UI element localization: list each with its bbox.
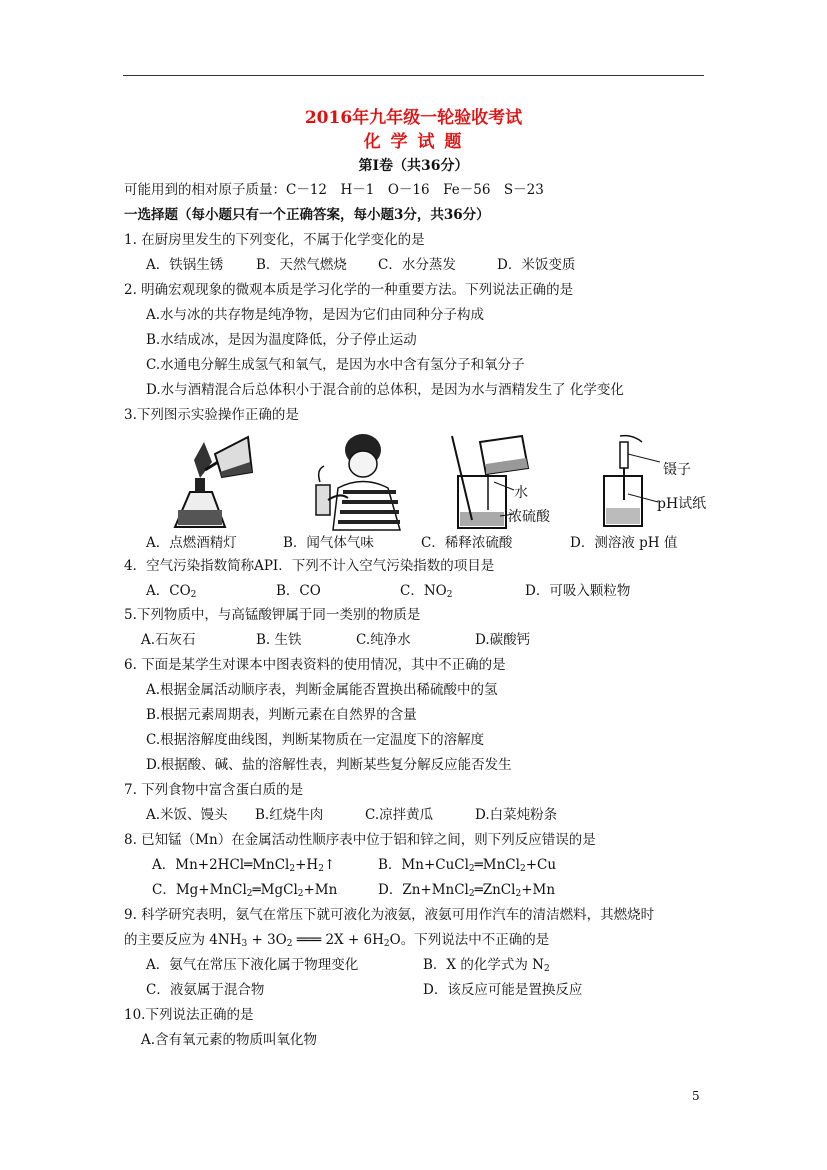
q1-option-d: D．米饭变质 — [497, 257, 576, 273]
q8-option-d: D．Zn+MnCl$_2$═ZnCl$_2$+Mn — [378, 882, 556, 899]
q6-option-d: D.根据酸、碱、盐的溶解性表，判断某些复分解反应能否发生 — [146, 757, 512, 773]
q5-option-b: B. 生铁 — [256, 632, 302, 648]
label-ph-paper: pH试纸 — [657, 496, 707, 512]
q2-option-d: D.水与酒精混合后总体积小于混合前的总体积，是因为水与酒精发生了 化学变化 — [146, 382, 624, 398]
q9-option-d: D．该反应可能是置换反应 — [423, 982, 583, 998]
q8-stem: 8. 已知锰（Mn）在金属活动性顺序表中位于铝和锌之间，则下列反应错误的是 — [124, 832, 596, 848]
q5-option-c: C.纯净水 — [356, 632, 411, 648]
q8-option-b: B．Mn+CuCl$_2$═MnCl$_2$+Cu — [378, 857, 557, 874]
label-water: 水 — [514, 485, 528, 501]
q5-option-a: A.石灰石 — [141, 632, 196, 648]
lab-figure-ph — [598, 434, 668, 530]
label-conc-acid: 浓硫酸 — [508, 509, 550, 525]
page-number: 5 — [692, 1089, 700, 1103]
q2-option-a: A.水与冰的共存物是纯净物，是因为它们由同种分子构成 — [146, 307, 485, 323]
q4-option-b: B．CO — [276, 583, 321, 599]
q3-option-b: B．闻气体气味 — [283, 535, 374, 551]
q1-option-b: B．天然气燃烧 — [256, 257, 347, 273]
q6-stem: 6. 下面是某学生对课本中图表资料的使用情况，其中不正确的是 — [124, 657, 506, 673]
q2-option-c: C.水通电分解生成氢气和氧气，是因为水中含有氢分子和氧分子 — [146, 357, 525, 373]
q7-option-b: B.红烧牛肉 — [255, 807, 324, 823]
exam-subtitle: 化 学 试 题 — [363, 132, 464, 152]
header-rule — [123, 75, 704, 76]
q6-option-a: A.根据金属活动顺序表，判断金属能否置换出稀硫酸中的氢 — [146, 682, 498, 698]
q4-option-a: A．$CO_2$ — [146, 583, 197, 600]
section-label: 第Ⅰ卷（共36分） — [358, 158, 469, 174]
q7-option-c: C.凉拌黄瓜 — [365, 807, 434, 823]
q1-stem: 1. 在厨房里发生的下列变化，不属于化学变化的是 — [124, 232, 425, 248]
q9-option-a: A．氨气在常压下液化属于物理变化 — [146, 957, 359, 973]
exam-title: 2016年九年级一轮验收考试 — [304, 108, 523, 128]
q10-option-a: A.含有氧元素的物质叫氧化物 — [141, 1032, 318, 1048]
q2-option-b: B.水结成冰，是因为温度降低，分子停止运动 — [146, 332, 417, 348]
q1-option-c: C．水分蒸发 — [378, 257, 456, 273]
q4-stem: 4．空气污染指数简称API．下列不计入空气污染指数的项目是 — [124, 558, 495, 574]
q2-stem: 2. 明确宏观现象的微观本质是学习化学的一种重要方法。下列说法正确的是 — [124, 282, 574, 298]
atomic-masses: 可能用到的相对原子质量：C－12 H－1 O－16 Fe－56 S－23 — [124, 182, 544, 198]
q8-option-a: A．$Mn+2HCl═MnCl_2+H_2↑$ — [152, 857, 336, 874]
section-heading: 一选择题（每小题只有一个正确答案，每小题3分，共36分） — [124, 207, 490, 223]
q9-option-c: C．液氨属于混合物 — [146, 982, 265, 998]
q1-option-a: A．铁锅生锈 — [146, 257, 224, 273]
q7-option-d: D.白菜炖粉条 — [475, 807, 558, 823]
q3-stem: 3.下列图示实验操作正确的是 — [124, 407, 299, 423]
q5-option-d: D.碳酸钙 — [475, 632, 531, 648]
label-tweezers: 镊子 — [663, 462, 691, 478]
q3-option-a: A．点燃酒精灯 — [146, 535, 237, 551]
q4-option-c: C．$NO_2$ — [400, 583, 453, 600]
q8-option-c: C．Mg+MnCl$_2$═MgCl$_2$+Mn — [152, 882, 338, 899]
q7-stem: 7. 下列食物中富含蛋白质的是 — [124, 782, 304, 798]
q4-option-d: D．可吸入颗粒物 — [525, 583, 631, 599]
q3-option-d: D．测溶液 pH 值 — [570, 535, 678, 551]
q9-equation-line: 的主要反应为 $4NH_3 + 3O_2$ ═══ $2X + 6H_2O$。下列说法中不正确的是 — [124, 932, 550, 949]
q10-stem: 10.下列说法正确的是 — [124, 1007, 254, 1023]
q3-option-c: C．稀释浓硫酸 — [421, 535, 513, 551]
lab-figure-smell — [308, 430, 408, 532]
q9-option-b: B．X 的化学式为 $N_2$ — [423, 957, 550, 974]
q6-option-b: B.根据元素周期表，判断元素在自然界的含量 — [146, 707, 417, 723]
q7-option-a: A.米饭、馒头 — [146, 807, 228, 823]
q9-stem: 9. 科学研究表明，氨气在常压下就可液化为液氨，液氨可用作汽车的清洁燃料，其燃烧时 — [124, 907, 655, 923]
q6-option-c: C.根据溶解度曲线图，判断某物质在一定温度下的溶解度 — [146, 732, 485, 748]
q5-stem: 5.下列物质中，与高锰酸钾属于同一类别的物质是 — [124, 607, 421, 623]
lab-figure-lamp — [160, 432, 255, 532]
